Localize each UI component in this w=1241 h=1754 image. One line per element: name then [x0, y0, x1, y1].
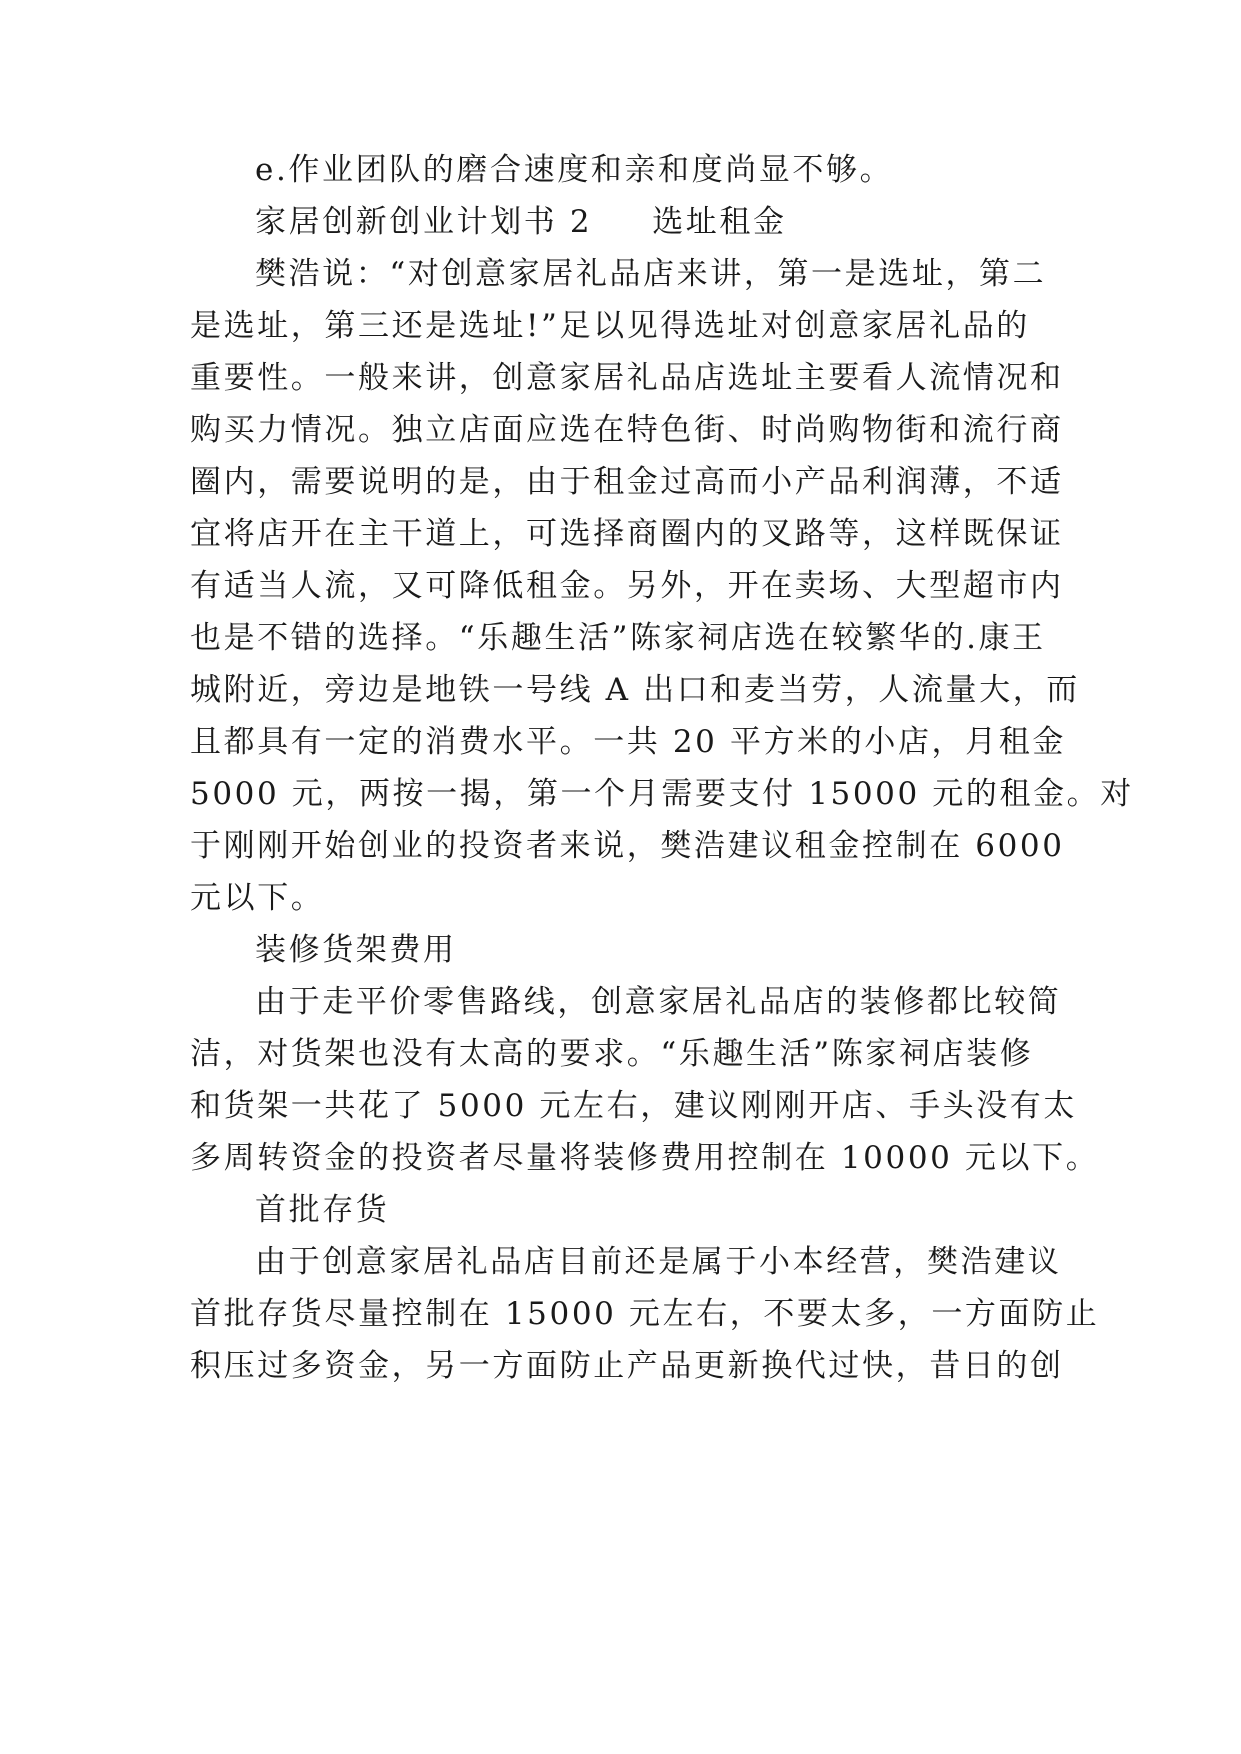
paragraph-line: 由于创意家居礼品店目前还是属于小本经营，樊浩建议 — [255, 1244, 1062, 1280]
paragraph-line: 城附近，旁边是地铁一号线 A 出口和麦当劳，人流量大，而 — [190, 672, 1080, 708]
paragraph-line: 洁，对货架也没有太高的要求。“乐趣生活”陈家祠店装修 — [190, 1036, 1034, 1072]
subsection-heading-renovation: 装修货架费用 — [255, 932, 457, 968]
paragraph-line: 首批存货尽量控制在 15000 元左右，不要太多，一方面防止 — [190, 1296, 1100, 1332]
paragraph-line: 积压过多资金，另一方面防止产品更新换代过快，昔日的创 — [190, 1348, 1064, 1384]
section-heading — [255, 202, 787, 242]
paragraph-line: 有适当人流，又可降低租金。另外，开在卖场、大型超市内 — [190, 568, 1064, 604]
document-title: 家居创新创业计划书 2 — [255, 204, 593, 240]
paragraph-line: 多周转资金的投资者尽量将装修费用控制在 10000 元以下。 — [190, 1140, 1100, 1176]
subsection-heading-site-rent: 选址租金 — [652, 204, 787, 240]
paragraph-line: 重要性。一般来讲，创意家居礼品店选址主要看人流情况和 — [190, 360, 1064, 396]
paragraph-line: 是选址，第三还是选址!”足以见得选址对创意家居礼品的 — [190, 308, 1030, 344]
list-item-e: e.作业团队的磨合速度和亲和度尚显不够。 — [255, 152, 894, 188]
paragraph-line: 宜将店开在主干道上，可选择商圈内的叉路等，这样既保证 — [190, 516, 1064, 552]
paragraph-line: 和货架一共花了 5000 元左右，建议刚刚开店、手头没有太 — [190, 1088, 1077, 1124]
paragraph-line: 且都具有一定的消费水平。一共 20 平方米的小店，月租金 — [190, 724, 1066, 760]
subsection-heading-inventory: 首批存货 — [255, 1192, 390, 1228]
paragraph-line: 樊浩说：“对创意家居礼品店来讲，第一是选址，第二 — [255, 256, 1047, 292]
paragraph-line: 元以下。 — [190, 880, 325, 916]
paragraph-line: 于刚刚开始创业的投资者来说，樊浩建议租金控制在 6000 — [190, 828, 1065, 864]
paragraph-line: 圈内，需要说明的是，由于租金过高而小产品利润薄，不适 — [190, 464, 1064, 500]
paragraph-line: 由于走平价零售路线，创意家居礼品店的装修都比较简 — [255, 984, 1062, 1020]
paragraph-line: 5000 元，两按一揭，第一个月需要支付 15000 元的租金。对 — [190, 776, 1134, 812]
paragraph-line: 也是不错的选择。“乐趣生活”陈家祠店选在较繁华的.康王 — [190, 620, 1046, 656]
paragraph-line: 购买力情况。独立店面应选在特色街、时尚购物街和流行商 — [190, 412, 1064, 448]
